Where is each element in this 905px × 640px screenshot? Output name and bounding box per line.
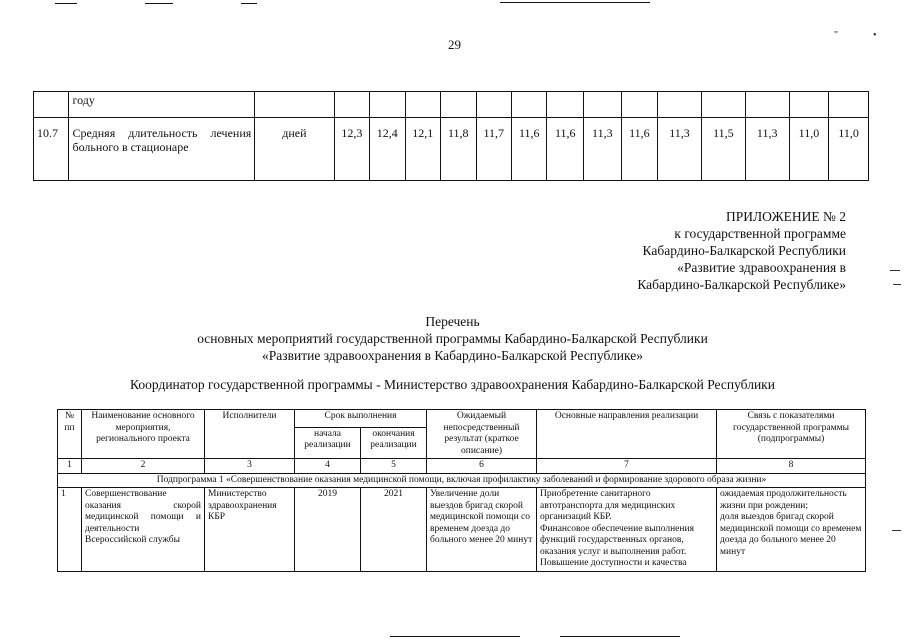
header-result: Ожидаемый непосредственный результат (краткое описание)	[427, 410, 537, 459]
indicator-name-cont: году	[69, 92, 255, 118]
indicator-value: 12,4	[370, 118, 405, 181]
indicator-value: 11,6	[621, 118, 658, 181]
scan-artifact-line	[500, 2, 650, 3]
row-directions	[537, 488, 717, 572]
heading-line: основных мероприятий государственной программы Кабардино-Балкарской Республики	[197, 331, 708, 346]
indicator-number: 10.7	[34, 118, 69, 181]
header-num: № пп	[58, 410, 82, 459]
row-link	[717, 488, 866, 572]
subprogram-title: Подпрограмма 1 «Совершенствование оказания медицинской помощи, включая профилактику заболеваний и формирование здорового образа жизни»	[58, 473, 866, 488]
indicator-value: 11,3	[658, 118, 702, 181]
scan-artifact-line	[241, 3, 257, 4]
scan-artifact-speck: "	[834, 30, 839, 41]
indicator-value: 12,3	[334, 118, 369, 181]
row-start: 2019	[295, 488, 361, 572]
heading-title: Перечень	[425, 314, 480, 329]
header-end: окончания реализации	[361, 427, 427, 458]
indicator-value: 11,5	[701, 118, 745, 181]
header-period: Срок выполнения	[295, 410, 427, 428]
scan-artifact-line	[390, 636, 520, 637]
indicator-value: 11,3	[584, 118, 622, 181]
scan-artifact-speck: •	[873, 30, 877, 41]
header-name: Наименование основного мероприятия, регионального проекта	[82, 410, 205, 459]
scan-artifact-line	[145, 3, 173, 4]
indicator-value: 12,1	[405, 118, 440, 181]
row-name: Совершенствование оказания скорой медицинской помощи и деятельности Всероссийской службы	[82, 488, 205, 572]
heading-line: «Развитие здравоохранения в Кабардино-Балкарской Республике»	[262, 348, 643, 363]
link-item: ожидаемая продолжительность жизни при рождении;	[720, 489, 847, 511]
appendix-title: ПРИЛОЖЕНИЕ № 2	[725, 209, 846, 224]
table-row	[34, 118, 869, 181]
column-number-row	[58, 459, 866, 474]
appendix-line: к государственной программе	[674, 226, 846, 241]
table-row	[58, 488, 866, 572]
appendix-line: «Развитие здравоохранения в	[677, 260, 846, 275]
scan-artifact-line	[55, 3, 77, 4]
row-end: 2021	[361, 488, 427, 572]
indicator-value: 11,7	[476, 118, 511, 181]
column-number: 1	[58, 459, 82, 474]
column-number: 6	[427, 459, 537, 474]
page-number: 29	[448, 37, 461, 52]
column-number: 3	[205, 459, 295, 474]
indicator-value: 11,0	[789, 118, 829, 181]
subprogram-row	[58, 473, 866, 488]
row-executor: Министерство здравоохранения КБР	[205, 488, 295, 572]
direction-item: Финансовое обеспечение выполнения функций государственных органов, оказания услуг и выполнения работ.	[540, 523, 694, 557]
header-link: Связь с показателями государственной программы (подпрограммы)	[717, 410, 866, 459]
direction-item: Приобретение санитарного автотранспорта для медицинских организаций КБР.	[540, 489, 676, 522]
direction-item: Повышение доступности и качества	[540, 558, 687, 568]
indicator-name: Средняя длительность лечения больного в стационаре	[69, 118, 255, 181]
header-directions: Основные направления реализации	[537, 410, 717, 459]
row-num: 1	[58, 488, 82, 572]
scan-artifact-line	[560, 636, 680, 637]
row-result: Увеличение доли выездов бригад скорой медицинской помощи со временем доезда до больного менее 20 минут	[427, 488, 537, 572]
program-coordinator: Координатор государственной программы - Министерство здравоохранения Кабардино-Балкарской Республики	[130, 377, 775, 392]
column-number: 7	[537, 459, 717, 474]
column-number: 4	[295, 459, 361, 474]
indicator-unit: дней	[255, 118, 334, 181]
link-item: доля выездов бригад скорой медицинской помощи со временем доезда до больного менее 20 минут	[720, 512, 862, 557]
scan-artifact-mark	[893, 284, 901, 285]
indicators-table	[33, 91, 869, 181]
table-header-row	[58, 410, 866, 428]
appendix-line: Кабардино-Балкарской Республики	[642, 243, 846, 258]
column-number: 2	[82, 459, 205, 474]
appendix-header	[637, 208, 846, 293]
indicator-value: 11,6	[512, 118, 547, 181]
column-number: 8	[717, 459, 866, 474]
scan-artifact-mark	[892, 530, 901, 531]
indicator-value: 11,0	[829, 118, 869, 181]
column-number: 5	[361, 459, 427, 474]
indicator-value: 11,8	[441, 118, 476, 181]
header-executors: Исполнители	[205, 410, 295, 459]
document-heading	[0, 313, 905, 364]
scan-artifact-mark	[890, 270, 900, 271]
indicator-value: 11,3	[745, 118, 789, 181]
measures-table	[57, 409, 866, 572]
header-start: начала реализации	[295, 427, 361, 458]
appendix-line: Кабардино-Балкарской Республике»	[637, 277, 846, 292]
indicator-value: 11,6	[547, 118, 584, 181]
table-row	[34, 92, 869, 118]
